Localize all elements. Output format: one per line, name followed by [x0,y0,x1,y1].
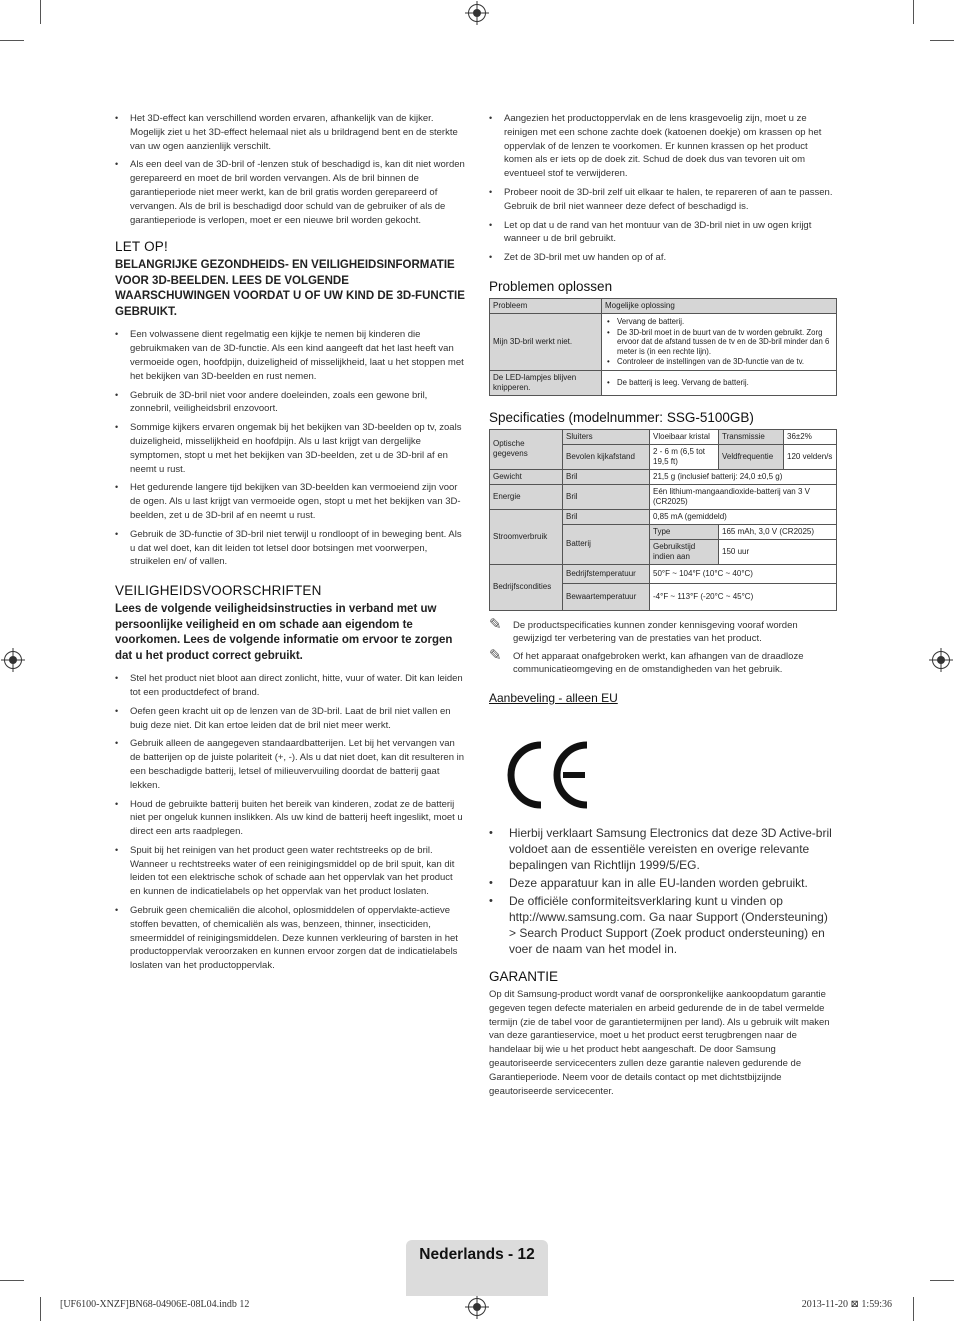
table-cell: Mijn 3D-bril werkt niet. [490,313,602,370]
table-cell: De LED-lampjes blijven knipperen. [490,370,602,395]
crop-mark [930,40,954,41]
ce-logo [503,735,837,815]
list-item: • Oefen geen kracht uit op de lenzen van de 3D-bril. Laat de bril niet vallen en buig deze niet. Dit kan ertoe leiden dat de bril niet meer werkt. [115,705,465,733]
crop-mark [913,0,914,24]
table-header-cell: Probleem [490,298,602,313]
spec-note [489,615,837,646]
registration-mark-icon [468,4,486,22]
warning-bold-text: BELANGRIJKE GEZONDHEIDS- EN VEILIGHEIDSINFORMATIE VOOR 3D-BEELDEN. LEES DE VOLGENDE WAARSCHUWINGEN VOORDAT U OF UW KIND DE 3D-FUNCTIE GEBRUIKT. [115,259,465,318]
table-cell: Transmissie [719,429,784,444]
table-cell [602,370,837,395]
spec-note [489,646,837,677]
table-cell: Gebruikstijd indien aan [650,539,719,564]
care-bullet-list [489,112,837,265]
warning-bullet-list [115,328,465,569]
crop-mark [0,40,24,41]
table-cell: -4°F ~ 113°F (-20°C ~ 45°C) [650,583,837,610]
table-row [490,313,837,370]
registration-mark-icon [4,651,22,669]
registration-mark-icon [932,651,950,669]
table-cell: 2 - 6 m (6,5 tot 19,5 ft) [650,444,719,469]
table-cell: 0,85 mA (gemiddeld) [650,509,837,524]
table-cell: 120 velden/s [784,444,837,469]
list-item: • Sommige kijkers ervaren ongemak bij het bekijken van 3D-beelden op tv, zoals duizeligheid, misselijkheid en hoofdpijn. Als u last krijgt van dergelijke symptomen, stopt u met het bekijken van 3D-beelden, zet u de 3D-bril af en neemt u rust. [115,421,465,476]
table-cell: Gewicht [490,469,563,484]
table-cell: Energie [490,484,563,509]
table-cell: Bril [563,484,650,509]
list-item: • Deze apparatuur kan in alle EU-landen worden gebruikt. [489,875,837,891]
table-cell [602,313,837,370]
list-item: • Aangezien het productoppervlak en de lens krasgevoelig zijn, moet u ze reinigen met een schone zachte doek (katoenen doekje) om krassen op het oppervlak of de lenzen te voorkomen. Er kunnen krassen op het product komen als er iets op de doek zit. Schud de doek dus van tevoren uit om eventueel stof te verwijderen. [489,112,837,181]
registration-mark-icon [468,1298,486,1316]
list-item: • Het gedurende langere tijd bekijken van 3D-beelden kan vermoeiend zijn voor de ogen. Als u last krijgt van vermoeide ogen, stopt u met het bekijken van 3D-beelden, zet u de 3D-bril af en neemt u rust. [115,481,465,522]
table-cell: 165 mAh, 3,0 V (CR2025) [719,524,837,539]
warranty-text: Op dit Samsung-product wordt vanaf de oorspronkelijke aankoopdatum garantie gegeven tegen defecte materialen en arbeid gedurende de in de tabel vermelde termijn (zie de tabel voor de garantietermijnen per land). Als u gebruik wilt maken van deze garantieservice, moet u het product eerst terugbrengen naar de handelaar bij wie u het product hebt aangeschaft. De door Samsung geautoriseerde servicecenters zullen deze garantie naleven gedurende de Garantieperiode. Neem voor de details contact op met dichtstbijzijnde geautoriseerde servicecenter. [489,988,830,1097]
table-cell: Veldfrequentie [719,444,784,469]
troubleshoot-title: Problemen oplossen [489,278,613,294]
note-text: De productspecificaties kunnen zonder kennisgeving vooraf worden gewijzigd ter verbetering van de prestaties van het product. [513,619,798,645]
list-item: • Zet de 3D-bril met uw handen op of af. [489,251,837,265]
table-cell: Batterij [563,524,650,564]
table-row [490,429,837,444]
page-number-tab [406,1240,548,1296]
table-cell: Stroomverbruik [490,509,563,564]
table-row [490,509,837,524]
list-item: • Het 3D-effect kan verschillend worden ervaren, afhankelijk van de kijker. Mogelijk ziet u het 3D-effect helemaal niet als u brildragend bent en de sterkte van uw ogen aanzienlijk verschilt. [115,112,465,153]
pencil-note-icon: ✎ [489,615,502,633]
table-cell: 36±2% [784,429,837,444]
safety-bold-text: Lees de volgende veiligheidsinstructies in verband met uw persoonlijke veiligheid en om schade aan eigendom te voorkomen. Lees de volgende informatie om ervoor te zorgen dat u het product correct gebruikt. [115,603,453,662]
table-cell: Sluiters [563,429,650,444]
table-row [490,564,837,583]
print-info-right: 2013-11-20 ⊠ 1:59:36 [801,1299,892,1310]
list-item: • Een volwassene dient regelmatig een kijkje te nemen bij kinderen die gebruikmaken van de 3D-functie. Als een kind aangeeft dat het last heeft van vermoeide ogen, hoofdpijn, duizeligheid of misselijkheid, laat u het stoppen met het bekijken van 3D-beelden en rust nemen. [115,328,465,383]
safety-title: VEILIGHEIDSVOORSCHRIFTEN [115,583,322,599]
crop-mark [913,1297,914,1321]
eu-title: Aanbeveling - alleen EU [489,690,618,705]
warning-title: LET OP! [115,239,168,255]
table-cell: 21,5 g (inclusief batterij: 24,0 ±0,5 g) [650,469,837,484]
troubleshoot-table [489,298,837,396]
list-item: • Probeer nooit de 3D-bril zelf uit elkaar te halen, te repareren of aan te passen. Gebruik de bril niet wanneer deze defect of beschadigd is. [489,186,837,214]
list-item: • De 3D-bril moet in de buurt van de tv worden gebruikt. Zorg ervoor dat de afstand tussen de tv en de 3D-bril minder dan 6 meter is (in een rechte lijn). [605,328,833,357]
table-cell: Optische gegevens [490,429,563,469]
note-text: Of het apparaat onafgebroken werkt, kan afhangen van de draadloze communicatieomgeving en de omstandigheden van het gebruik. [513,650,804,676]
list-item: • Vervang de batterij. [605,317,833,327]
table-cell: Bewaartemperatuur [563,583,650,610]
list-item: • Houd de gebruikte batterij buiten het bereik van kinderen, zodat ze de batterij niet per ongeluk kunnen inslikken. Als uw kind de batterij heeft ingeslikt, moet u direct een arts raadplegen. [115,798,465,839]
table-header-cell: Mogelijke oplossing [602,298,837,313]
table-cell: 150 uur [719,539,837,564]
table-cell: 50°F ~ 104°F (10°C ~ 40°C) [650,564,837,583]
table-row [490,298,837,313]
table-cell: Bril [563,469,650,484]
list-item: • Gebruik alleen de aangegeven standaardbatterijen. Let bij het vervangen van de batterijen op de juiste polariteit (+, -). Als u dat niet doet, kan dit resulteren in een beschadigde batterij, letsel of milieuvervuiling doordat de batterij gaat lekken. [115,737,465,792]
spec-table [489,429,837,611]
table-cell: Bril [563,509,650,524]
page-label: Nederlands - 12 [419,1246,535,1263]
table-cell: Bedrijfstemperatuur [563,564,650,583]
list-item: • Gebruik de 3D-functie of 3D-bril niet terwijl u rondloopt of in beweging bent. Als u dat wel doet, kan dit leiden tot letsel door botsingen met voorwerpen, struikelen en/ of vallen. [115,528,465,569]
table-cell: Type [650,524,719,539]
table-cell: Eén lithium-mangaandioxide-batterij van 3 V (CR2025) [650,484,837,509]
safety-bullet-list [115,672,465,973]
table-cell: Bevolen kijkafstand [563,444,650,469]
list-item: • Hierbij verklaart Samsung Electronics dat deze 3D Active-bril voldoet aan de essentiële vereisten en overige relevante bepalingen van Richtlijn 1999/5/EG. [489,825,837,873]
ce-logo-icon [503,735,603,815]
left-column [115,112,465,978]
table-row [490,484,837,509]
list-item: • De batterij is leeg. Vervang de batterij. [605,378,833,388]
spec-title: Specificaties (modelnummer: SSG-5100GB) [489,409,754,425]
list-item: • De officiële conformiteitsverklaring kunt u vinden op http://www.samsung.com. Ga naar Support (Ondersteuning) > Search Product Support (Zoek product ondersteuning) en voer de naam van het model in. [489,893,837,957]
table-row [490,469,837,484]
crop-mark [40,1297,41,1321]
list-item: • Controleer de instellingen van de 3D-functie van de tv. [605,357,833,367]
list-item: • Als een deel van de 3D-bril of -lenzen stuk of beschadigd is, kan dit niet worden gerepareerd en moet de bril worden vervangen. Als de bril binnen de garantieperiode niet meer werkt, kan de bril gratis worden gerepareerd of vervangen. Als de bril is beschadigd door schuld van de gebruiker of als de garantieperiode is verlopen, moet er een nieuwe bril worden gekocht. [115,158,465,227]
table-cell: Bedrijfscondities [490,564,563,610]
list-item: • Gebruik geen chemicaliën die alcohol, oplosmiddelen of oppervlakte-actieve stoffen bevatten, of chemicaliën als was, benzeen, thinner, insecticiden, smeermiddel of reinigingsmiddelen. Deze kunnen verkleuring of barsten in het productoppervlak veroorzaken en kunnen ervoor zorgen dat de indicatielabels loslaten van het productoppervlak. [115,904,465,973]
list-item: • Gebruik de 3D-bril niet voor andere doeleinden, zoals een gewone bril, zonnebril, veiligheidsbril enzovoort. [115,389,465,417]
crop-mark [930,1280,954,1281]
list-item: • Stel het product niet bloot aan direct zonlicht, hitte, vuur of water. Dit kan leiden tot een productdefect of brand. [115,672,465,700]
print-info-left: [UF6100-XNZF]BN68-04906E-08L04.indb 12 [60,1299,250,1310]
eu-bullet-list [489,825,837,957]
crop-mark [40,0,41,24]
table-cell: Vloeibaar kristal [650,429,719,444]
list-item: • Spuit bij het reinigen van het product geen water rechtstreeks op de bril. Wanneer u rechtstreeks water of een reinigingsmiddel op de bril spuit, kan dit leiden tot een elektrische schok of schade aan het oppervlak van het product en kunnen de indicatielabels op het oppervlak van het product loslaten. [115,844,465,899]
table-row [490,370,837,395]
list-item: • Let op dat u de rand van het montuur van de 3D-bril niet in uw ogen krijgt wanneer u de bril gebruikt. [489,219,837,247]
right-column [489,112,837,1098]
pencil-note-icon: ✎ [489,646,502,664]
warranty-title: GARANTIE [489,968,559,984]
intro-bullet-list [115,112,465,227]
crop-mark [0,1280,24,1281]
